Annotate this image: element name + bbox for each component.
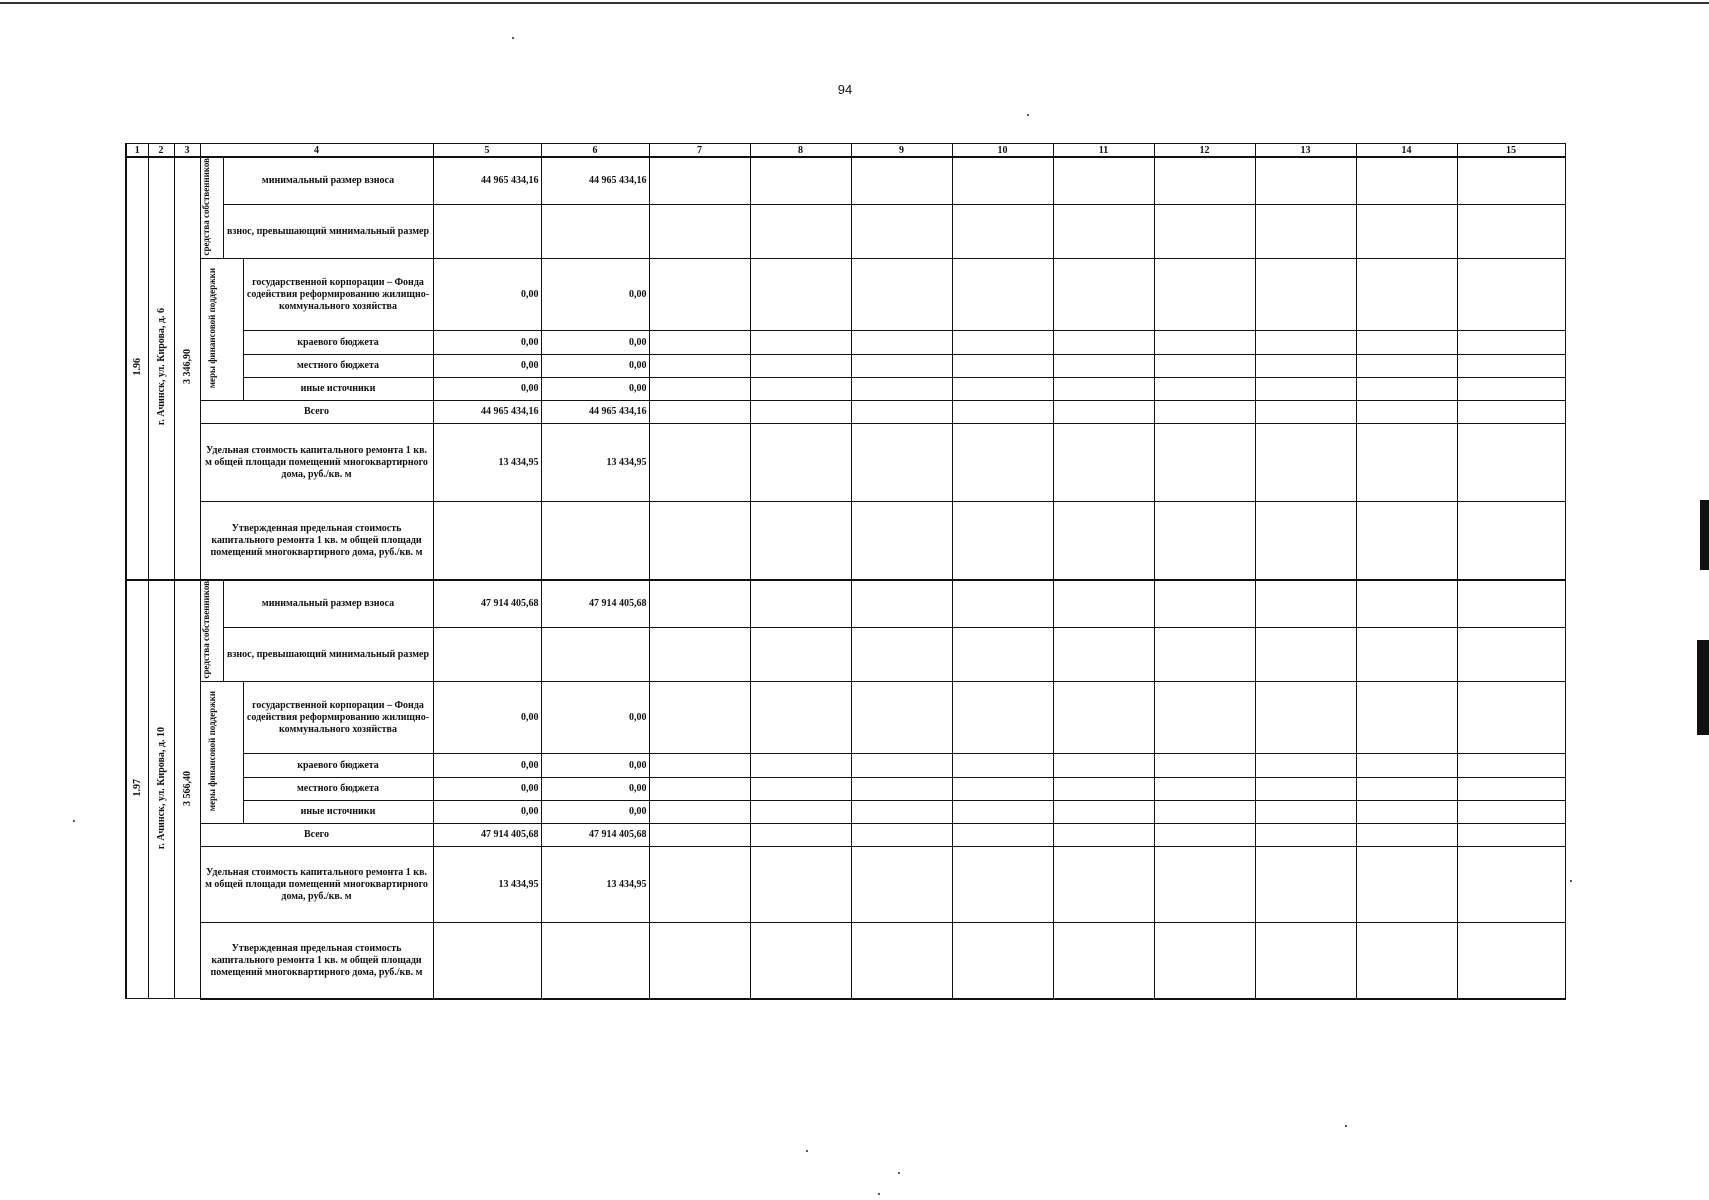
- table-row: [126, 580, 1565, 627]
- item-number: 1.97: [126, 580, 148, 999]
- scan-speck: [1570, 880, 1572, 882]
- table-row: [126, 754, 1565, 778]
- table-row: [126, 778, 1565, 801]
- row-label: Утвержденная предельная стоимость капитального ремонта 1 кв. м общей площади помещений многоквартирного дома, руб./кв. м: [200, 923, 433, 999]
- cell-col5: 0,00: [433, 378, 541, 401]
- group-owners-funds: средства собственников: [200, 157, 223, 259]
- scan-speck: [878, 1193, 880, 1195]
- table-row: [126, 424, 1565, 502]
- scan-edge-mark: [1697, 640, 1709, 735]
- cell-col5: 13 434,95: [433, 424, 541, 502]
- cell-col6: [541, 923, 649, 999]
- cell-col5: 0,00: [433, 754, 541, 778]
- cell-col5: 13 434,95: [433, 847, 541, 923]
- col-header-11: 11: [1053, 144, 1154, 158]
- row-label: краевого бюджета: [243, 754, 433, 778]
- scan-speck: [512, 37, 514, 39]
- item-number: 1.96: [126, 157, 148, 580]
- table-row: [126, 627, 1565, 682]
- row-label: взнос, превышающий минимальный размер: [223, 627, 433, 682]
- cell-col6: 44 965 434,16: [541, 157, 649, 204]
- row-label: местного бюджета: [243, 355, 433, 378]
- row-label: Удельная стоимость капитального ремонта 1 кв. м общей площади помещений многоквартирного дома, руб./кв. м: [200, 847, 433, 923]
- cell-col6: 13 434,95: [541, 847, 649, 923]
- cell-col6: 47 914 405,68: [541, 824, 649, 847]
- row-label: местного бюджета: [243, 778, 433, 801]
- table-row: [126, 401, 1565, 424]
- cell-col5: [433, 627, 541, 682]
- col-header-12: 12: [1154, 144, 1255, 158]
- cell-col5: 47 914 405,68: [433, 580, 541, 627]
- row-label: краевого бюджета: [243, 331, 433, 355]
- scan-speck: [1345, 1125, 1347, 1127]
- col-header-8: 8: [750, 144, 851, 158]
- cell-col5: 47 914 405,68: [433, 824, 541, 847]
- scan-edge-mark: [1700, 500, 1709, 570]
- cell-col6: 0,00: [541, 682, 649, 754]
- row-label-total: Всего: [200, 824, 433, 847]
- scan-speck: [898, 1172, 900, 1174]
- item-area: 3 566,40: [174, 580, 200, 999]
- group-financial-support: меры финансовой поддержки: [200, 259, 243, 401]
- table-row: [126, 157, 1565, 204]
- cell-col5: 44 965 434,16: [433, 157, 541, 204]
- row-label: Утвержденная предельная стоимость капитального ремонта 1 кв. м общей площади помещений многоквартирного дома, руб./кв. м: [200, 502, 433, 580]
- cell-col6: 0,00: [541, 778, 649, 801]
- col-header-13: 13: [1255, 144, 1356, 158]
- col-header-14: 14: [1356, 144, 1457, 158]
- cell-col5: [433, 204, 541, 259]
- row-label: минимальный размер взноса: [223, 157, 433, 204]
- item-address: г. Ачинск, ул. Кирова, д. 10: [148, 580, 174, 999]
- table-row: [126, 923, 1565, 999]
- cell-col5: 44 965 434,16: [433, 401, 541, 424]
- cell-col6: 0,00: [541, 259, 649, 331]
- row-label: минимальный размер взноса: [223, 580, 433, 627]
- row-label: иные источники: [243, 378, 433, 401]
- table-row: [126, 502, 1565, 580]
- scan-speck: [1027, 114, 1029, 116]
- cell-col6: 0,00: [541, 355, 649, 378]
- cell-col5: 0,00: [433, 801, 541, 824]
- group-financial-support: меры финансовой поддержки: [200, 682, 243, 824]
- row-label: взнос, превышающий минимальный размер: [223, 204, 433, 259]
- table-row: [126, 801, 1565, 824]
- cell-col5: 0,00: [433, 331, 541, 355]
- table-row: [126, 847, 1565, 923]
- col-header-7: 7: [649, 144, 750, 158]
- col-header-4: 4: [200, 144, 433, 158]
- cell-col6: 44 965 434,16: [541, 401, 649, 424]
- header-row: [126, 144, 1565, 158]
- capital-repair-table: [125, 143, 1566, 1000]
- table-row: [126, 331, 1565, 355]
- col-header-1: 1: [126, 144, 148, 158]
- row-label-total: Всего: [200, 401, 433, 424]
- row-label: государственной корпорации – Фонда содействия реформированию жилищно-коммунального хозяйства: [243, 259, 433, 331]
- cell-col6: 0,00: [541, 378, 649, 401]
- cell-col5: [433, 502, 541, 580]
- col-header-2: 2: [148, 144, 174, 158]
- item-area: 3 346,90: [174, 157, 200, 580]
- page-number: 94: [837, 82, 853, 97]
- table-row: [126, 259, 1565, 331]
- group-owners-funds: средства собственников: [200, 580, 223, 682]
- cell-col6: 0,00: [541, 801, 649, 824]
- cell-col6: [541, 204, 649, 259]
- col-header-10: 10: [952, 144, 1053, 158]
- cell-col6: 0,00: [541, 754, 649, 778]
- cell-col5: 0,00: [433, 355, 541, 378]
- row-label: государственной корпорации – Фонда содействия реформированию жилищно-коммунального хозяйства: [243, 682, 433, 754]
- table-row: [126, 682, 1565, 754]
- cell-col6: [541, 627, 649, 682]
- row-label: Удельная стоимость капитального ремонта 1 кв. м общей площади помещений многоквартирного дома, руб./кв. м: [200, 424, 433, 502]
- cell-col6: [541, 502, 649, 580]
- row-label: иные источники: [243, 801, 433, 824]
- table-row: [126, 204, 1565, 259]
- table-row: [126, 824, 1565, 847]
- scan-speck: [806, 1150, 808, 1152]
- cell-col5: [433, 923, 541, 999]
- col-header-9: 9: [851, 144, 952, 158]
- top-border-line: [0, 2, 1709, 4]
- cell-col6: 0,00: [541, 331, 649, 355]
- col-header-6: 6: [541, 144, 649, 158]
- col-header-5: 5: [433, 144, 541, 158]
- table-row: [126, 378, 1565, 401]
- col-header-15: 15: [1457, 144, 1565, 158]
- scan-speck: [73, 820, 75, 822]
- item-address: г. Ачинск, ул. Кирова, д. 6: [148, 157, 174, 580]
- cell-col6: 47 914 405,68: [541, 580, 649, 627]
- cell-col6: 13 434,95: [541, 424, 649, 502]
- cell-col5: 0,00: [433, 259, 541, 331]
- table-row: [126, 355, 1565, 378]
- cell-col5: 0,00: [433, 778, 541, 801]
- cell-col5: 0,00: [433, 682, 541, 754]
- col-header-3: 3: [174, 144, 200, 158]
